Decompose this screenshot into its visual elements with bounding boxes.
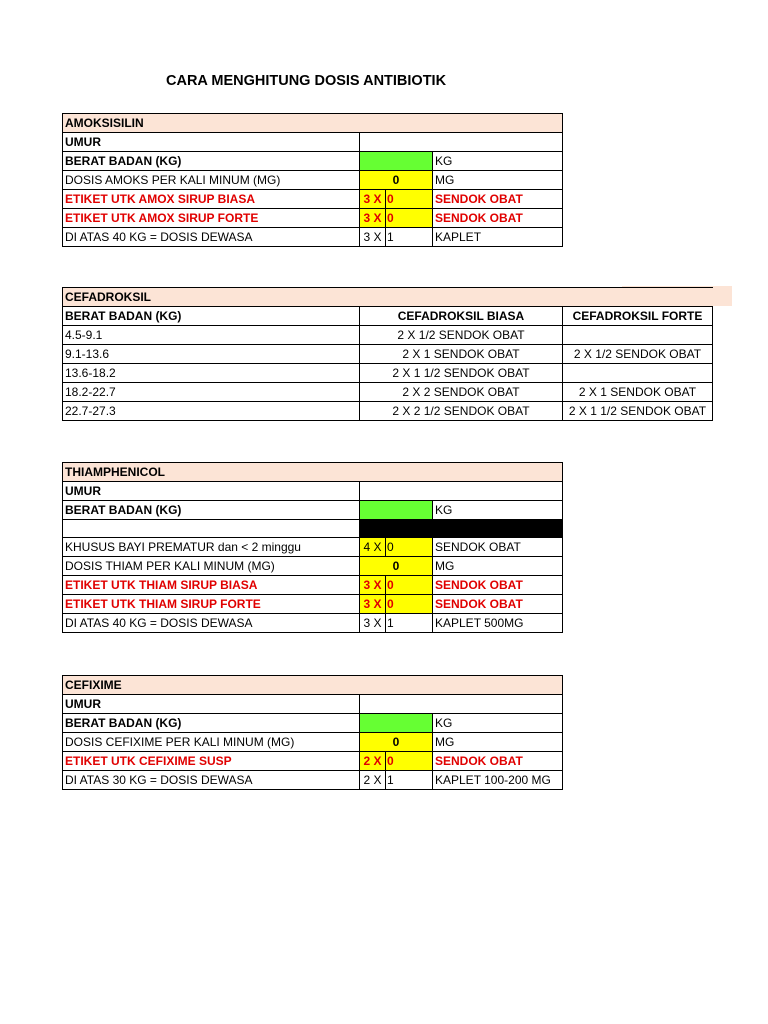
row-label: ETIKET UTK AMOX SIRUP BIASA [63,190,360,209]
unit-cell: SENDOK OBAT [433,752,563,771]
frequency-text: 3 X [360,595,386,613]
amount-text: 0 [387,754,394,768]
dewasa-value-cell [360,771,433,790]
frequency-text: 3 X [360,614,386,632]
berat-badan-input-cell[interactable] [360,714,433,733]
forte-cell: 2 X 1 1/2 SENDOK OBAT [563,402,713,421]
biasa-cell: 2 X 1/2 SENDOK OBAT [360,326,563,345]
page-title: CARA MENGHITUNG DOSIS ANTIBIOTIK [166,73,447,89]
berat-badan-input-cell[interactable] [360,501,433,520]
unit-cell: SENDOK OBAT [433,595,563,614]
table-row [63,114,563,133]
unit-cell: MG [433,733,563,752]
unit-cell: KG [433,714,563,733]
etiket-value-cell [360,209,433,228]
unit-cell: KG [433,501,563,520]
umur-input-cell[interactable] [360,133,563,152]
umur-input-cell[interactable] [360,695,563,714]
table-row [63,463,563,482]
forte-cell [563,326,713,345]
column-header: BERAT BADAN (KG) [63,307,360,326]
row-label: ETIKET UTK THIAM SIRUP FORTE [63,595,360,614]
blank-cell [63,520,360,538]
dewasa-value-cell [360,228,433,247]
amount-text: 0 [387,192,394,206]
biasa-cell: 2 X 1 1/2 SENDOK OBAT [360,364,563,383]
row-label: DI ATAS 40 KG = DOSIS DEWASA [63,228,360,247]
forte-cell: 2 X 1 SENDOK OBAT [563,383,713,402]
black-separator-cell [360,520,563,538]
table-row [63,733,563,752]
row-label: UMUR [63,482,360,501]
section-header-amoksisilin: AMOKSISILIN [63,114,563,133]
section-header-cefixime: CEFIXIME [63,676,563,695]
unit-cell: KAPLET [433,228,563,247]
row-label: BERAT BADAN (KG) [63,714,360,733]
table-row [63,402,713,421]
biasa-cell: 2 X 2 1/2 SENDOK OBAT [360,402,563,421]
table-row [63,209,563,228]
berat-badan-input-cell[interactable] [360,152,433,171]
forte-cell [563,364,713,383]
dosis-value-cell: 0 [360,171,433,190]
amount-text: 1 [387,616,394,630]
row-label: KHUSUS BAYI PREMATUR dan < 2 minggu [63,538,360,557]
table-row [63,771,563,790]
prematur-value-cell [360,538,433,557]
row-label: UMUR [63,133,360,152]
table-row [63,695,563,714]
column-header: CEFADROKSIL BIASA [360,307,563,326]
frequency-text: 3 X [360,228,386,246]
biasa-cell: 2 X 2 SENDOK OBAT [360,383,563,402]
row-label: BERAT BADAN (KG) [63,152,360,171]
frequency-text: 4 X [360,538,386,556]
table-row [63,307,713,326]
biasa-cell: 2 X 1 SENDOK OBAT [360,345,563,364]
umur-input-cell[interactable] [360,482,563,501]
row-label: ETIKET UTK CEFIXIME SUSP [63,752,360,771]
etiket-value-cell [360,752,433,771]
row-label: BERAT BADAN (KG) [63,501,360,520]
table-row [63,326,713,345]
etiket-value-cell [360,190,433,209]
table-row [63,576,563,595]
unit-cell: KAPLET 100-200 MG [433,771,563,790]
table-row [63,171,563,190]
row-label: ETIKET UTK THIAM SIRUP BIASA [63,576,360,595]
table-row [63,676,563,695]
range-cell: 9.1-13.6 [63,345,360,364]
table-row [63,595,563,614]
frequency-text: 2 X [360,752,386,770]
frequency-text: 3 X [360,576,386,594]
table-row [63,228,563,247]
forte-cell: 2 X 1/2 SENDOK OBAT [563,345,713,364]
unit-cell: SENDOK OBAT [433,190,563,209]
row-label: DOSIS CEFIXIME PER KALI MINUM (MG) [63,733,360,752]
amount-text: 1 [387,230,394,244]
unit-cell: SENDOK OBAT [433,209,563,228]
unit-cell: KAPLET 500MG [433,614,563,633]
row-label: DOSIS AMOKS PER KALI MINUM (MG) [63,171,360,190]
table-row [63,345,713,364]
table-row [63,501,563,520]
frequency-text: 2 X [360,771,386,789]
amoksisilin-table [62,113,562,247]
column-header: CEFADROKSIL FORTE [563,307,713,326]
unit-cell: MG [433,557,563,576]
dosis-value-cell: 0 [360,557,433,576]
row-label: DI ATAS 30 KG = DOSIS DEWASA [63,771,360,790]
table-row [63,614,563,633]
amount-text: 0 [387,597,394,611]
amount-text: 1 [387,773,394,787]
row-label: DOSIS THIAM PER KALI MINUM (MG) [63,557,360,576]
range-cell: 18.2-22.7 [63,383,360,402]
cefadroksil-table [62,287,707,421]
amount-text: 0 [387,540,394,554]
row-label: DI ATAS 40 KG = DOSIS DEWASA [63,614,360,633]
section-header-thiamphenicol: THIAMPHENICOL [63,463,563,482]
table-row [63,520,563,538]
table-row [63,557,563,576]
amount-text: 0 [387,211,394,225]
frequency-text: 3 X [360,190,386,208]
thiamphenicol-table [62,462,562,633]
unit-cell: KG [433,152,563,171]
table-row [63,482,563,501]
table-row [63,538,563,557]
dewasa-value-cell [360,614,433,633]
etiket-value-cell [360,595,433,614]
dosis-value-cell: 0 [360,733,433,752]
amount-text: 0 [387,578,394,592]
table-row [63,152,563,171]
unit-cell: SENDOK OBAT [433,538,563,557]
unit-cell: SENDOK OBAT [433,576,563,595]
etiket-value-cell [360,576,433,595]
range-cell: 22.7-27.3 [63,402,360,421]
row-label: ETIKET UTK AMOX SIRUP FORTE [63,209,360,228]
frequency-text: 3 X [360,209,386,227]
section-header-cefadroksil: CEFADROKSIL [63,288,713,307]
table-row [63,383,713,402]
unit-cell: MG [433,171,563,190]
row-label: UMUR [63,695,360,714]
table-row [63,714,563,733]
table-row [63,752,563,771]
table-row [63,364,713,383]
table-row [63,190,563,209]
table-row [63,288,713,307]
range-cell: 4.5-9.1 [63,326,360,345]
range-cell: 13.6-18.2 [63,364,360,383]
table-row [63,133,563,152]
cefixime-table [62,675,562,790]
